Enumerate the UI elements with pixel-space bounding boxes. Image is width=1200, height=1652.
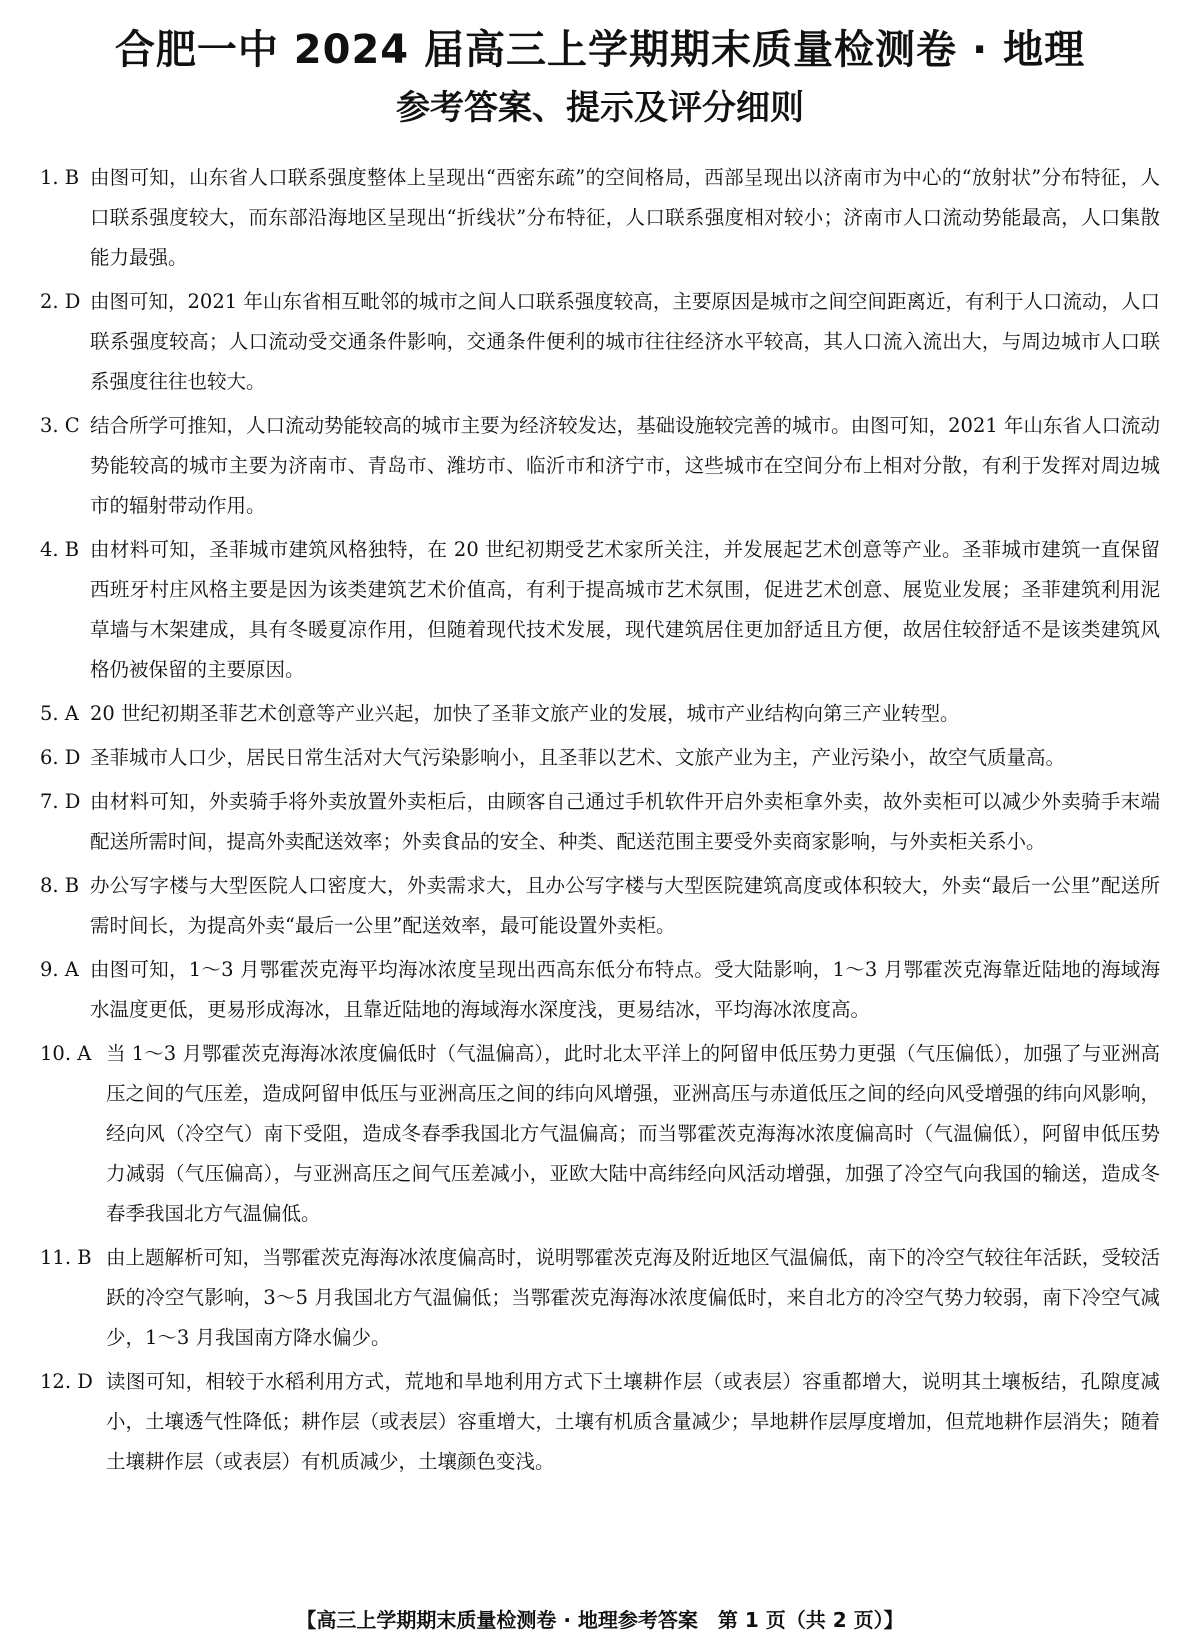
answer-explanation: 读图可知，相较于水稻利用方式，荒地和旱地利用方式下土壤耕作层（或表层）容重都增大，说明其土壤板结，孔隙度减小，土壤透气性降低；耕作层（或表层）容重增大，土壤有机质含量减少；旱地耕作层厚度增加，但荒地耕作层消失；随着土壤耕作层（或表层）有机质减少，土壤颜色变浅。 (106, 1370, 1160, 1473)
page-footer: 【高三上学期期末质量检测卷 · 地理参考答案 第 1 页（共 2 页）】 (296, 1608, 904, 1632)
answer-number: 7. D (40, 790, 81, 813)
answer-number: 2. D (40, 290, 81, 313)
answer-item (40, 1362, 1160, 1482)
answer-item (40, 406, 1160, 526)
answer-list (40, 158, 1160, 1486)
page-title: 合肥一中 2024 届高三上学期期末质量检测卷 · 地理 (114, 27, 1086, 73)
answer-number: 12. D (40, 1370, 93, 1393)
answer-number: 10. A (40, 1042, 92, 1065)
answer-item (40, 530, 1160, 690)
answer-number: 11. B (40, 1246, 92, 1269)
answer-number: 9. A (40, 958, 79, 981)
answer-explanation: 圣菲城市人口少，居民日常生活对大气污染影响小，且圣菲以艺术、文旅产业为主，产业污染小，故空气质量高。 (90, 746, 1066, 769)
answer-number: 4. B (40, 538, 80, 561)
answer-explanation: 由上题解析可知，当鄂霍茨克海海冰浓度偏高时，说明鄂霍茨克海及附近地区气温偏低，南下的冷空气较往年活跃，受较活跃的冷空气影响，3～5 月我国北方气温偏低；当鄂霍茨克海海冰浓度偏低时，来自北方的冷空气势力较弱，南下冷空气减少，1～3 月我国南方降水偏少。 (106, 1246, 1160, 1349)
answer-explanation: 由材料可知，圣菲城市建筑风格独特，在 20 世纪初期受艺术家所关注，并发展起艺术创意等产业。圣菲城市建筑一直保留西班牙村庄风格主要是因为该类建筑艺术价值高，有利于提高城市艺术氛围，促进艺术创意、展览业发展；圣菲建筑利用泥草墙与木架建成，具有冬暖夏凉作用，但随着现代技术发展，现代建筑居住更加舒适且方便，故居住较舒适不是该类建筑风格仍被保留的主要原因。 (90, 538, 1160, 681)
answer-explanation: 20 世纪初期圣菲艺术创意等产业兴起，加快了圣菲文旅产业的发展，城市产业结构向第三产业转型。 (90, 702, 960, 725)
answer-number: 8. B (40, 874, 80, 897)
answer-number: 5. A (40, 702, 79, 725)
answer-item (40, 282, 1160, 402)
answer-item (40, 1034, 1160, 1234)
answer-number: 6. D (40, 746, 81, 769)
answer-item (40, 866, 1160, 946)
answer-explanation: 由材料可知，外卖骑手将外卖放置外卖柜后，由顾客自己通过手机软件开启外卖柜拿外卖，故外卖柜可以减少外卖骑手末端配送所需时间，提高外卖配送效率；外卖食品的安全、种类、配送范围主要受外卖商家影响，与外卖柜关系小。 (90, 790, 1160, 853)
answer-number: 1. B (40, 166, 80, 189)
answer-explanation: 当 1～3 月鄂霍茨克海海冰浓度偏低时（气温偏高），此时北太平洋上的阿留申低压势力更强（气压偏低），加强了与亚洲高压之间的气压差，造成阿留申低压与亚洲高压之间的纬向风增强，亚洲高压与赤道低压之间的经向风受增强的纬向风影响，经向风（冷空气）南下受阻，造成冬春季我国北方气温偏高；而当鄂霍茨克海海冰浓度偏高时（气温偏低），阿留申低压势力减弱（气压偏高），与亚洲高压之间气压差减小，亚欧大陆中高纬经向风活动增强，加强了冷空气向我国的输送，造成冬春季我国北方气温偏低。 (106, 1042, 1160, 1225)
answer-explanation: 结合所学可推知，人口流动势能较高的城市主要为经济较发达，基础设施较完善的城市。由图可知，2021 年山东省人口流动势能较高的城市主要为济南市、青岛市、潍坊市、临沂市和济宁市，这些城市在空间分布上相对分散，有利于发挥对周边城市的辐射带动作用。 (90, 414, 1160, 517)
answer-explanation: 由图可知，1～3 月鄂霍茨克海平均海冰浓度呈现出西高东低分布特点。受大陆影响，1～3 月鄂霍茨克海靠近陆地的海域海水温度更低，更易形成海冰，且靠近陆地的海域海水深度浅，更易结冰，平均海冰浓度高。 (90, 958, 1160, 1021)
answer-item (40, 694, 1160, 734)
answer-number: 3. C (40, 414, 80, 437)
answer-explanation: 办公写字楼与大型医院人口密度大，外卖需求大，且办公写字楼与大型医院建筑高度或体积较大，外卖“最后一公里”配送所需时间长，为提高外卖“最后一公里”配送效率，最可能设置外卖柜。 (90, 874, 1160, 937)
answer-item (40, 738, 1160, 778)
answer-explanation: 由图可知，2021 年山东省相互毗邻的城市之间人口联系强度较高，主要原因是城市之间空间距离近，有利于人口流动，人口联系强度较高；人口流动受交通条件影响，交通条件便利的城市往往经济水平较高，其人口流入流出大，与周边城市人口联系强度往往也较大。 (90, 290, 1160, 393)
page-subtitle: 参考答案、提示及评分细则 (396, 88, 804, 128)
answer-explanation: 由图可知，山东省人口联系强度整体上呈现出“西密东疏”的空间格局，西部呈现出以济南市为中心的“放射状”分布特征，人口联系强度较大，而东部沿海地区呈现出“折线状”分布特征，人口联系强度相对较小；济南市人口流动势能最高，人口集散能力最强。 (90, 166, 1160, 269)
answer-item (40, 158, 1160, 278)
answer-item (40, 950, 1160, 1030)
answer-item (40, 1238, 1160, 1358)
answer-item (40, 782, 1160, 862)
